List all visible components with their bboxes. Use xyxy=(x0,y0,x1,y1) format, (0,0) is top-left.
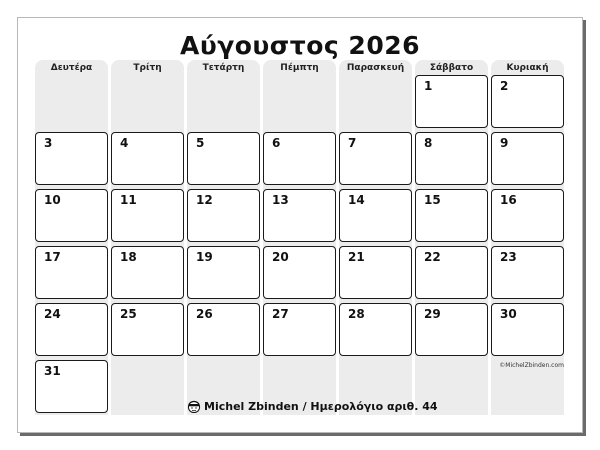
day-number: 23 xyxy=(500,250,517,264)
footer-credit-text: Michel Zbinden / Ημερολόγιο αριθ. 44 xyxy=(204,399,438,413)
day-number: 13 xyxy=(272,193,289,207)
day-number: 22 xyxy=(424,250,441,264)
day-number: 24 xyxy=(44,307,61,321)
day-cell[interactable] xyxy=(415,303,488,356)
day-number: 27 xyxy=(272,307,289,321)
day-cell[interactable] xyxy=(415,189,488,242)
day-number: 18 xyxy=(120,250,137,264)
day-cell[interactable] xyxy=(263,189,336,242)
day-cell[interactable] xyxy=(339,246,412,299)
day-number: 2 xyxy=(500,79,509,93)
day-number: 31 xyxy=(44,364,61,378)
day-number: 12 xyxy=(196,193,213,207)
day-number: 6 xyxy=(272,136,281,150)
day-cell[interactable] xyxy=(415,132,488,185)
day-number: 17 xyxy=(44,250,61,264)
day-number: 29 xyxy=(424,307,441,321)
day-number: 14 xyxy=(348,193,365,207)
day-cell[interactable] xyxy=(35,132,108,185)
day-cell[interactable] xyxy=(111,303,184,356)
day-number: 26 xyxy=(196,307,213,321)
day-cell[interactable] xyxy=(339,189,412,242)
weekday-header: Δευτέρα xyxy=(50,63,93,73)
day-number: 5 xyxy=(196,136,205,150)
weekday-header: Τετάρτη xyxy=(202,63,245,73)
day-number: 16 xyxy=(500,193,517,207)
day-cell[interactable] xyxy=(187,189,260,242)
weekday-header: Τρίτη xyxy=(133,63,162,73)
day-cell[interactable] xyxy=(187,132,260,185)
day-cell[interactable] xyxy=(187,303,260,356)
weekday-header: Παρασκευή xyxy=(346,63,405,73)
day-number: 1 xyxy=(424,79,433,93)
day-number: 7 xyxy=(348,136,357,150)
day-cell[interactable] xyxy=(35,189,108,242)
day-cell[interactable] xyxy=(415,75,488,128)
day-cell[interactable] xyxy=(491,75,564,128)
day-number: 15 xyxy=(424,193,441,207)
day-cell[interactable] xyxy=(263,132,336,185)
weekday-header: Κυριακή xyxy=(506,63,549,73)
day-number: 21 xyxy=(348,250,365,264)
footer-credit xyxy=(187,399,438,413)
day-cell[interactable] xyxy=(491,303,564,356)
website-credit: ©MichelZbinden.com xyxy=(499,362,564,369)
day-number: 8 xyxy=(424,136,433,150)
day-number: 30 xyxy=(500,307,517,321)
day-number: 11 xyxy=(120,193,137,207)
day-number: 4 xyxy=(120,136,129,150)
day-number: 19 xyxy=(196,250,213,264)
day-number: 9 xyxy=(500,136,509,150)
day-cell[interactable] xyxy=(339,303,412,356)
weekday-header: Πέμπτη xyxy=(280,63,319,73)
day-cell[interactable] xyxy=(339,132,412,185)
day-cell[interactable] xyxy=(35,303,108,356)
day-cell[interactable] xyxy=(263,246,336,299)
day-cell[interactable] xyxy=(491,132,564,185)
day-cell[interactable] xyxy=(491,246,564,299)
day-cell[interactable] xyxy=(415,246,488,299)
day-number: 3 xyxy=(44,136,53,150)
day-cell[interactable] xyxy=(491,189,564,242)
weekday-header: Σάββατο xyxy=(429,63,474,73)
day-cell[interactable] xyxy=(111,132,184,185)
day-cell[interactable] xyxy=(111,189,184,242)
day-cell[interactable] xyxy=(35,246,108,299)
day-cell[interactable] xyxy=(263,303,336,356)
day-number: 25 xyxy=(120,307,137,321)
day-cell[interactable] xyxy=(111,246,184,299)
day-number: 10 xyxy=(44,193,61,207)
day-cell[interactable] xyxy=(187,246,260,299)
face-icon xyxy=(187,400,201,413)
day-number: 28 xyxy=(348,307,365,321)
day-cell[interactable] xyxy=(35,360,108,413)
calendar-title: Αύγουστος 2026 xyxy=(179,31,421,60)
day-number: 20 xyxy=(272,250,289,264)
